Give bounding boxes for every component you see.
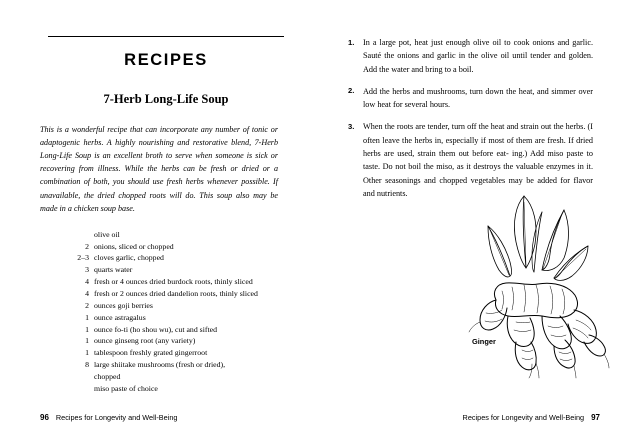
running-head: Recipes for Longevity and Well-Being: [55, 413, 178, 422]
ingredient-amount: 1: [85, 348, 89, 358]
ingredient-name: fresh or 4 ounces dried burdock roots, thinly sliced: [94, 277, 253, 287]
ingredient-amount: 2: [85, 241, 89, 251]
title-rule: [48, 36, 284, 37]
list-item: [68, 276, 283, 288]
ingredient-amount: 4: [85, 277, 89, 287]
list-item: [68, 312, 283, 324]
list-item: [68, 359, 283, 383]
step-text-wide: When the roots are tender, turn off the heat and strain out the herbs. (I often leave the herbs in, especially if most of them are fresh. If dried herbs are used, strain them out before eat-: [363, 122, 593, 158]
ingredient-name-line2: chopped: [94, 371, 121, 381]
page-number: 96: [40, 413, 49, 422]
ginger-illustration: [466, 150, 616, 380]
list-item: [68, 383, 283, 395]
running-head: Recipes for Longevity and Well-Being: [462, 413, 585, 422]
ingredient-amount: 2: [85, 300, 89, 310]
ingredient-name: olive oil: [94, 229, 120, 239]
list-item: [68, 241, 283, 253]
step-text: In a large pot, heat just enough olive oil to cook onions and garlic. Sauté the onions and garlic in the olive oil until tender and golden. Add the water and bring to a boil.: [363, 38, 593, 74]
ingredient-name: ounces goji berries: [94, 300, 153, 310]
list-item: [68, 264, 283, 276]
recipe-intro: This is a wonderful recipe that can incorporate any number of tonic or adaptogenic herbs. A highly nourishing and restorative blend, 7-Herb Long-Life Soup is an excellent broth to serve when someone is sick or recovering from illness. While the herbs can be fresh or dried or a combination of both, you should use fresh herbs whenever possible. If unavailable, the dried chopped roots will do. This soup also may be made in a chicken soup base.: [40, 125, 278, 213]
step-text-narrow: ing.) Add miso paste to taste. Do not boil the miso, as it destroys the valuable enzymes in it. Other seasonings and chopped vegetables may be added for flavor and nutrients.: [363, 148, 593, 198]
step-text: Add the herbs and mushrooms, turn down the heat, and simmer over low heat for several hours.: [363, 86, 593, 110]
list-item: [68, 324, 283, 336]
ingredient-name: miso paste of choice: [94, 383, 158, 393]
step-number: 1.: [348, 37, 355, 47]
ingredient-amount: 1: [85, 336, 89, 346]
footer-left: [40, 413, 177, 422]
ingredient-name: cloves garlic, chopped: [94, 253, 164, 263]
ingredient-name: tablespoon freshly grated gingerroot: [94, 348, 208, 358]
section-title: RECIPES: [124, 51, 208, 69]
ingredient-name: ounce astragalus: [94, 312, 146, 322]
list-item: [68, 288, 283, 300]
ingredient-amount: 4: [85, 288, 89, 298]
list-item: [68, 335, 283, 347]
ingredient-amount: 1: [85, 324, 89, 334]
list-item: [68, 300, 283, 312]
list-item: [68, 229, 283, 241]
right-page: [320, 0, 640, 444]
list-item: [68, 347, 283, 359]
step-number: 3.: [348, 121, 355, 131]
ingredient-name: onions, sliced or chopped: [94, 241, 174, 251]
ingredient-name: ounce fo-ti (ho shou wu), cut and sifted: [94, 324, 217, 334]
ingredient-amount: 3: [85, 265, 89, 275]
ingredient-amount: 2–3: [77, 253, 89, 263]
ingredient-amount: 1: [85, 312, 89, 322]
list-item: [348, 36, 593, 76]
illustration-caption: Ginger: [472, 337, 496, 346]
recipe-title: 7-Herb Long-Life Soup: [103, 92, 229, 106]
ingredient-name: ounce ginseng root (any variety): [94, 336, 196, 346]
ingredient-amount: 8: [85, 360, 89, 370]
ingredient-name-line1: large shiitake mushrooms (fresh or dried),: [94, 360, 226, 370]
ingredient-name: quarts water: [94, 265, 133, 275]
ingredient-list: [68, 229, 283, 395]
page-number: 97: [591, 413, 600, 422]
ingredient-name: fresh or 2 ounces dried dandelion roots, thinly sliced: [94, 288, 258, 298]
list-item: [348, 85, 593, 112]
step-number: 2.: [348, 86, 355, 96]
ingredient-name: [94, 359, 283, 383]
list-item: [68, 252, 283, 264]
footer-right: [463, 413, 600, 422]
